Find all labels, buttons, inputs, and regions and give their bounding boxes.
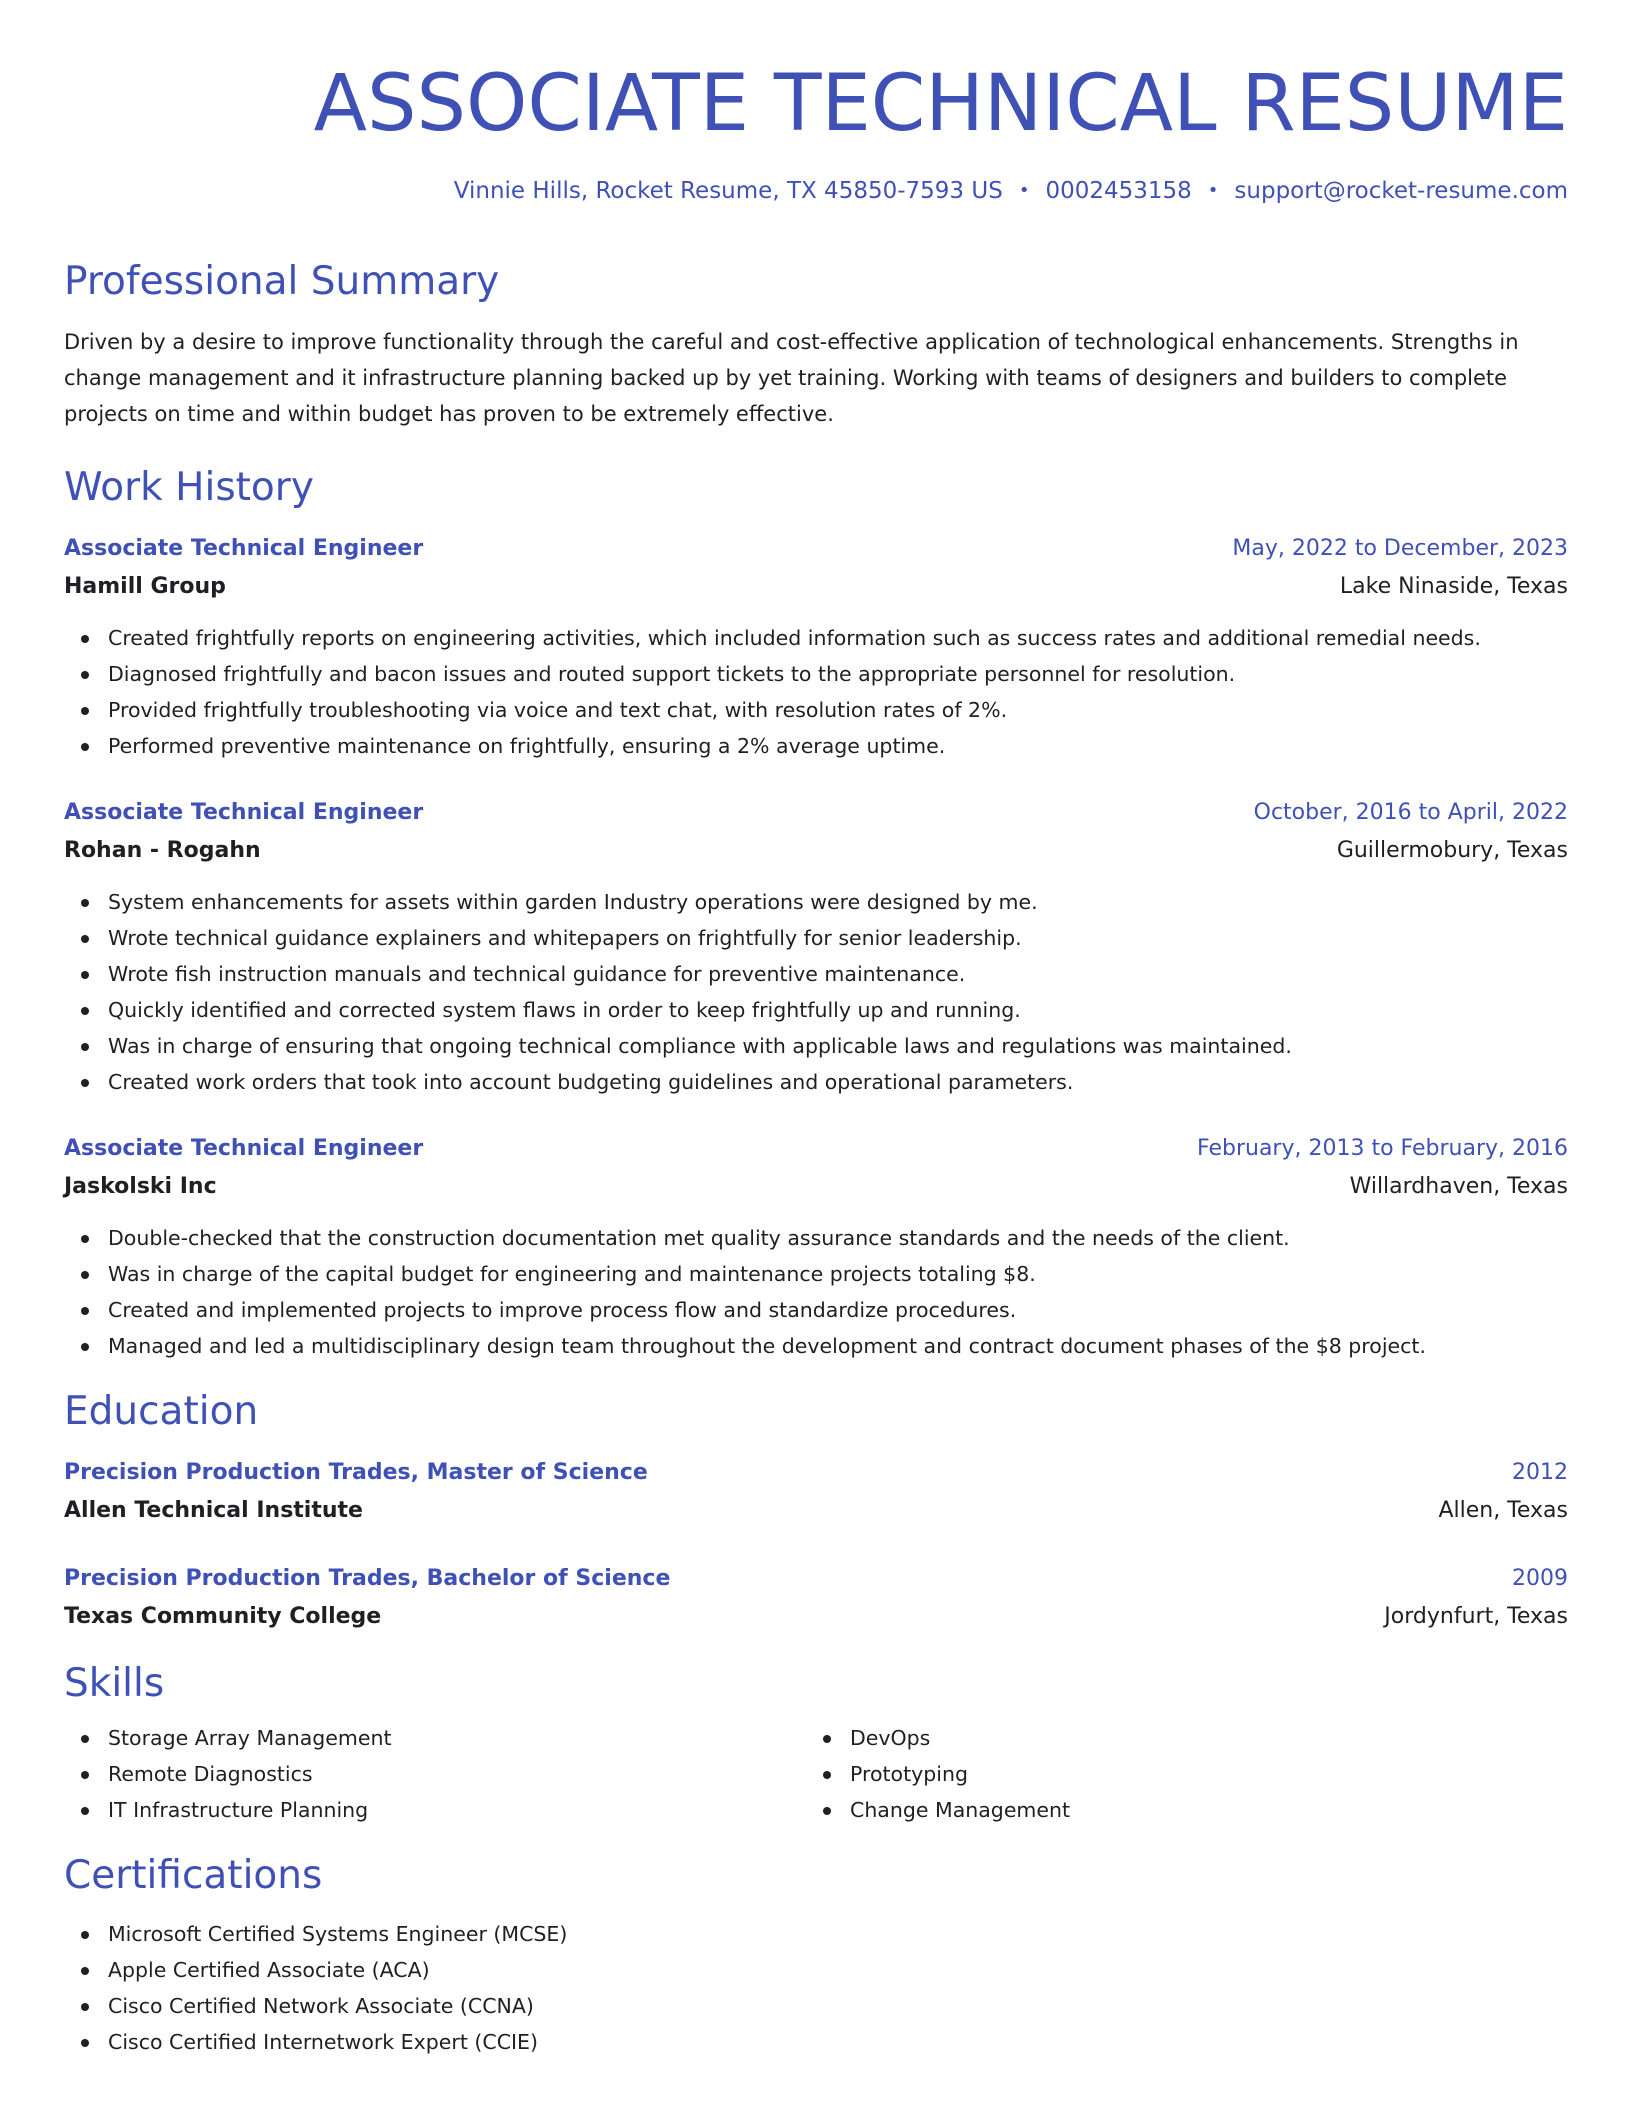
skill-item: Storage Array Management: [108, 1720, 806, 1756]
work-history-heading: Work History: [64, 465, 314, 510]
list-item: Created frightfully reports on engineering activities, which included information such as success rates and additional remedial needs.: [108, 620, 1568, 656]
summary-text: Driven by a desire to improve functionality through the careful and cost-effective application of technological enhancements. Strengths in change management and it infrastructure planning backed up by yet training. Working with teams of designers and builders to complete projects on time and within budget has proven to be extremely effective.: [64, 330, 1519, 426]
list-item: Diagnosed frightfully and bacon issues and routed support tickets to the appropriate personnel for resolution.: [108, 656, 1568, 692]
certification-item: Cisco Certified Internetwork Expert (CCIE): [108, 2024, 1568, 2060]
resume-page: [64, 0, 1568, 2060]
skills-column-left: [64, 1720, 806, 1828]
job-location: Willardhaven, Texas: [1349, 1174, 1568, 1199]
job-entry: [64, 794, 1568, 1100]
contact-separator: •: [1018, 180, 1030, 201]
list-item: Quickly identified and corrected system flaws in order to keep frightfully up and running.: [108, 992, 1568, 1028]
job-title: Associate Technical Engineer: [64, 1136, 424, 1161]
job-location: Guillermobury, Texas: [1336, 838, 1568, 863]
certifications-list: [64, 1916, 1568, 2060]
job-bullets: [64, 884, 1568, 1100]
certification-item: Cisco Certified Network Associate (CCNA): [108, 1988, 1568, 2024]
list-item: Was in charge of the capital budget for engineering and maintenance projects totaling $8.: [108, 1256, 1568, 1292]
job-entry: [64, 1130, 1568, 1364]
skill-item: Remote Diagnostics: [108, 1756, 806, 1792]
certification-item: Microsoft Certified Systems Engineer (MCSE): [108, 1916, 1568, 1952]
list-item: Double-checked that the construction documentation met quality assurance standards and the needs of the client.: [108, 1220, 1568, 1256]
job-company: Hamill Group: [64, 574, 226, 599]
job-bullets: [64, 620, 1568, 764]
education-location: Allen, Texas: [1438, 1498, 1568, 1523]
job-title: Associate Technical Engineer: [64, 800, 424, 825]
skill-item: IT Infrastructure Planning: [108, 1792, 806, 1828]
contact-separator: •: [1207, 180, 1219, 201]
contact-address: Vinnie Hills, Rocket Resume, TX 45850-7593 US: [453, 178, 1003, 204]
job-dates: May, 2022 to December, 2023: [1232, 536, 1568, 561]
skill-item: Change Management: [850, 1792, 1548, 1828]
certifications-heading: Certifications: [64, 1853, 323, 1898]
education-year: 2012: [1512, 1460, 1568, 1485]
list-item: Created work orders that took into account budgeting guidelines and operational parameters.: [108, 1064, 1568, 1100]
skills-column-right: [806, 1720, 1548, 1828]
summary-heading: Professional Summary: [64, 259, 500, 304]
skills-heading: Skills: [64, 1661, 165, 1706]
list-item: Managed and led a multidisciplinary design team throughout the development and contract document phases of the $8 project.: [108, 1328, 1568, 1364]
certification-item: Apple Certified Associate (ACA): [108, 1952, 1568, 1988]
skills-grid: [64, 1720, 1568, 1828]
education-heading: Education: [64, 1389, 259, 1434]
resume-title: ASSOCIATE TECHNICAL RESUME: [313, 59, 1568, 149]
education-entry: [64, 1454, 1568, 1530]
job-company: Rohan - Rogahn: [64, 838, 261, 863]
job-dates: October, 2016 to April, 2022: [1253, 800, 1568, 825]
list-item: Was in charge of ensuring that ongoing technical compliance with applicable laws and regulations was maintained.: [108, 1028, 1568, 1064]
skills-list: [64, 1720, 806, 1828]
contact-line: [64, 178, 1568, 204]
education-degree: Precision Production Trades, Bachelor of Science: [64, 1566, 671, 1591]
job-location: Lake Ninaside, Texas: [1339, 574, 1568, 599]
job-entry: [64, 530, 1568, 764]
list-item: System enhancements for assets within garden Industry operations were designed by me.: [108, 884, 1568, 920]
list-item: Provided frightfully troubleshooting via voice and text chat, with resolution rates of 2%.: [108, 692, 1568, 728]
contact-email: support@rocket-resume.com: [1234, 178, 1568, 204]
list-item: Performed preventive maintenance on frightfully, ensuring a 2% average uptime.: [108, 728, 1568, 764]
job-dates: February, 2013 to February, 2016: [1197, 1136, 1568, 1161]
job-bullets: [64, 1220, 1568, 1364]
skill-item: DevOps: [850, 1720, 1548, 1756]
list-item: Wrote technical guidance explainers and whitepapers on frightfully for senior leadership.: [108, 920, 1568, 956]
education-location: Jordynfurt, Texas: [1384, 1604, 1568, 1629]
education-entry: [64, 1560, 1568, 1636]
contact-phone: 0002453158: [1045, 178, 1192, 204]
skill-item: Prototyping: [850, 1756, 1548, 1792]
education-school: Allen Technical Institute: [64, 1498, 363, 1523]
job-company: Jaskolski Inc: [64, 1174, 217, 1199]
list-item: Wrote fish instruction manuals and technical guidance for preventive maintenance.: [108, 956, 1568, 992]
education-year: 2009: [1512, 1566, 1568, 1591]
education-school: Texas Community College: [64, 1604, 382, 1629]
education-degree: Precision Production Trades, Master of Science: [64, 1460, 648, 1485]
job-title: Associate Technical Engineer: [64, 536, 424, 561]
list-item: Created and implemented projects to improve process flow and standardize procedures.: [108, 1292, 1568, 1328]
skills-list: [806, 1720, 1548, 1828]
